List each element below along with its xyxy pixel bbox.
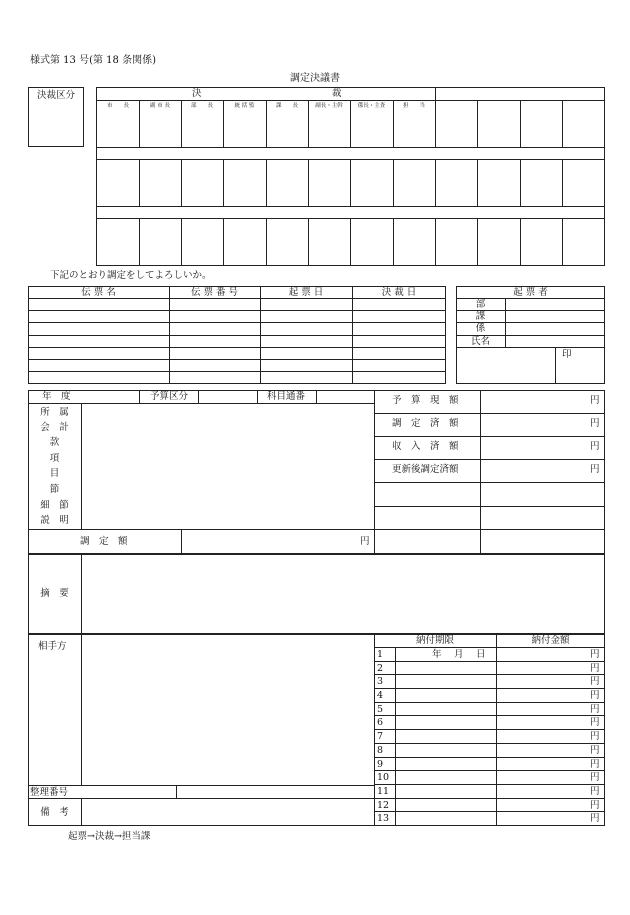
- approval-col-line: [308, 159, 309, 206]
- payment-row-no: 2: [377, 663, 384, 674]
- form-number: 様式第 13 号(第 18 条関係): [30, 55, 156, 66]
- biko-label: 備 考: [40, 807, 69, 818]
- kihyosha-line: [505, 298, 506, 347]
- payment-line: [374, 647, 605, 648]
- aitekata-label: 相手方: [38, 641, 67, 652]
- payment-row-no: 8: [377, 745, 384, 756]
- approval-col-line: [350, 159, 351, 206]
- approval-col-line: [562, 159, 563, 206]
- approval-col-line: [181, 159, 182, 206]
- kihyosha-shimei: 氏名: [470, 336, 490, 347]
- budget-line: [316, 390, 317, 403]
- chotei-gaku-yen: 円: [360, 536, 370, 547]
- role-staff: 担 当: [402, 103, 425, 109]
- role-section-chief: 課 長: [275, 103, 298, 109]
- label-setsu: 節: [49, 484, 60, 495]
- voucher-row-line: [28, 347, 446, 348]
- payment-yen: 円: [590, 717, 600, 728]
- yen-mark: 円: [590, 441, 600, 452]
- nofu-kigen-header: 納付期限: [415, 635, 454, 646]
- payment-yen: 円: [590, 745, 600, 756]
- flow-text: 起票→決裁→担当課: [68, 831, 151, 842]
- payment-line: [374, 715, 605, 716]
- seiri-line: [176, 785, 177, 798]
- label-kan: 款: [49, 437, 60, 448]
- approval-col-line: [562, 100, 563, 147]
- role-subsection-chief: 係長・主査: [357, 103, 386, 109]
- payment-yen: 円: [590, 676, 600, 687]
- approval-col-line: [520, 159, 521, 206]
- voucher-row-line: [28, 335, 446, 336]
- seiri-line: [28, 798, 374, 799]
- kamoku-label: 科目通番: [267, 391, 306, 402]
- voucher-row-line: [28, 310, 446, 311]
- voucher-row-line: [28, 298, 446, 299]
- approval-col-line: [477, 100, 478, 147]
- payment-yen: 円: [590, 690, 600, 701]
- approval-col-line: [350, 218, 351, 266]
- approval-divider: [96, 206, 605, 207]
- approval-col-line: [435, 100, 436, 147]
- approval-col-line: [435, 159, 436, 206]
- approval-col-line: [139, 218, 140, 266]
- role-supervisor: 統 括 監: [234, 103, 255, 109]
- seiri-line: [28, 785, 374, 786]
- budget-line: [257, 390, 258, 403]
- col-denpyo-bango: 伝 票 番 号: [190, 287, 239, 298]
- payment-line: [374, 784, 605, 785]
- request-text: 下記のとおり調定をしてよろしいか。: [50, 270, 212, 281]
- payment-yen: 円: [590, 786, 600, 797]
- kihyosha-line: [555, 347, 556, 384]
- yosan-kubun-label: 予算区分: [150, 391, 189, 402]
- label-kaikei: 会 計: [40, 422, 69, 433]
- yen-mark: 円: [590, 395, 600, 406]
- label-ko: 項: [49, 453, 60, 464]
- tekiyo-line: [81, 554, 82, 634]
- payment-yen: 円: [590, 731, 600, 742]
- koshingo-label: 更新後調定済額: [392, 464, 459, 475]
- kihyosha-kakari: 係: [475, 323, 486, 334]
- payment-line: [374, 688, 605, 689]
- payment-line: [374, 661, 605, 662]
- payment-row-no: 13: [377, 813, 390, 824]
- payment-yen: 円: [590, 772, 600, 783]
- approval-col-line: [223, 159, 224, 206]
- seal-mark: 印: [562, 349, 572, 360]
- label-moku: 目: [49, 468, 60, 479]
- budget-line: [81, 403, 82, 529]
- payment-row-no: 7: [377, 731, 384, 742]
- budget-line: [198, 390, 199, 403]
- budget-line: [181, 529, 182, 554]
- shunyu-zumi-label: 収 入 済 額: [392, 441, 459, 452]
- approval-divider: [96, 147, 605, 148]
- payment-yen: 円: [590, 649, 600, 660]
- kihyosha-line: [456, 347, 605, 348]
- approval-col-line: [308, 218, 309, 266]
- kessai-kubun-label: 決裁区分: [37, 90, 76, 101]
- approval-col-line: [223, 218, 224, 266]
- kessai-header-left: 決: [192, 88, 202, 99]
- payment-row-no: 12: [377, 800, 390, 811]
- budget-line: [374, 413, 605, 414]
- approval-col-line: [266, 218, 267, 266]
- approval-col-line: [435, 218, 436, 266]
- approval-col-line: [393, 218, 394, 266]
- approval-col-line: [562, 218, 563, 266]
- payment-row-no: 4: [377, 690, 384, 701]
- approval-col-line: [477, 159, 478, 206]
- payment-yen: 円: [590, 704, 600, 715]
- chotei-zumi-label: 調 定 済 額: [392, 418, 459, 429]
- first-deadline: 年 月 日: [432, 649, 486, 660]
- col-denpyo-mei: 伝 票 名: [81, 287, 116, 298]
- voucher-row-line: [28, 322, 446, 323]
- tekiyo-label: 摘 要: [40, 588, 69, 599]
- budget-line: [28, 529, 605, 530]
- approval-divider: [435, 87, 436, 100]
- label-setsumei: 説 明: [40, 515, 69, 526]
- payment-line: [374, 770, 605, 771]
- payment-line: [374, 743, 605, 744]
- payment-yen: 円: [590, 813, 600, 824]
- payment-row-no: 6: [377, 717, 384, 728]
- chotei-gaku-label: 調 定 額: [80, 536, 128, 547]
- nendo-label: 年 度: [42, 391, 71, 402]
- payment-line: [374, 757, 605, 758]
- yen-mark: 円: [590, 464, 600, 475]
- yen-mark: 円: [590, 418, 600, 429]
- payment-row-no: 9: [377, 759, 384, 770]
- payment-row-no: 5: [377, 704, 384, 715]
- approval-col-line: [139, 159, 140, 206]
- approval-col-line: [266, 159, 267, 206]
- seiri-bango-label: 整理番号: [30, 787, 69, 798]
- payment-line: [374, 811, 605, 812]
- budget-line: [374, 506, 605, 507]
- budget-line: [374, 482, 605, 483]
- role-deputy-chief: 副長・主幹: [315, 103, 343, 109]
- approval-col-line: [477, 218, 478, 266]
- label-saisetsu: 細 節: [40, 500, 69, 511]
- label-shozoku: 所 属: [40, 407, 69, 418]
- payment-yen: 円: [590, 759, 600, 770]
- payment-yen: 円: [590, 663, 600, 674]
- yosan-gengaku-label: 予 算 現 額: [392, 395, 459, 406]
- budget-line: [374, 459, 605, 460]
- payment-yen: 円: [590, 800, 600, 811]
- kihyosha-ka: 課: [475, 311, 486, 322]
- page-title: 調定決議書: [290, 73, 340, 84]
- aitekata-line: [81, 634, 82, 785]
- budget-line: [28, 403, 374, 404]
- role-director: 部 長: [190, 103, 213, 109]
- tekiyo-box: [28, 554, 605, 634]
- voucher-row-line: [28, 371, 446, 372]
- approval-col-line: [520, 100, 521, 147]
- payment-line: [374, 729, 605, 730]
- payment-row-no: 1: [377, 649, 384, 660]
- col-kihyo-bi: 起 票 日: [288, 287, 324, 298]
- approval-col-line: [181, 218, 182, 266]
- voucher-row-line: [28, 359, 446, 360]
- kessai-header-right: 裁: [332, 88, 342, 99]
- role-mayor: 市 長: [106, 103, 129, 109]
- approval-col-line: [393, 159, 394, 206]
- kihyosha-title: 起 票 者: [513, 287, 548, 298]
- kihyosha-bu: 部: [475, 299, 486, 310]
- approval-col-line: [520, 218, 521, 266]
- payment-row-no: 10: [377, 772, 390, 783]
- budget-line: [139, 390, 140, 403]
- nofu-kingaku-header: 納付金額: [531, 635, 570, 646]
- budget-line: [374, 436, 605, 437]
- payment-line: [374, 702, 605, 703]
- col-kessai-bi: 決 裁 日: [381, 287, 417, 298]
- payment-row-no: 3: [377, 676, 384, 687]
- payment-line: [374, 674, 605, 675]
- payment-row-no: 11: [377, 786, 390, 797]
- biko-line: [81, 798, 82, 826]
- payment-line: [374, 798, 605, 799]
- role-deputy-mayor: 副 市 長: [150, 103, 170, 109]
